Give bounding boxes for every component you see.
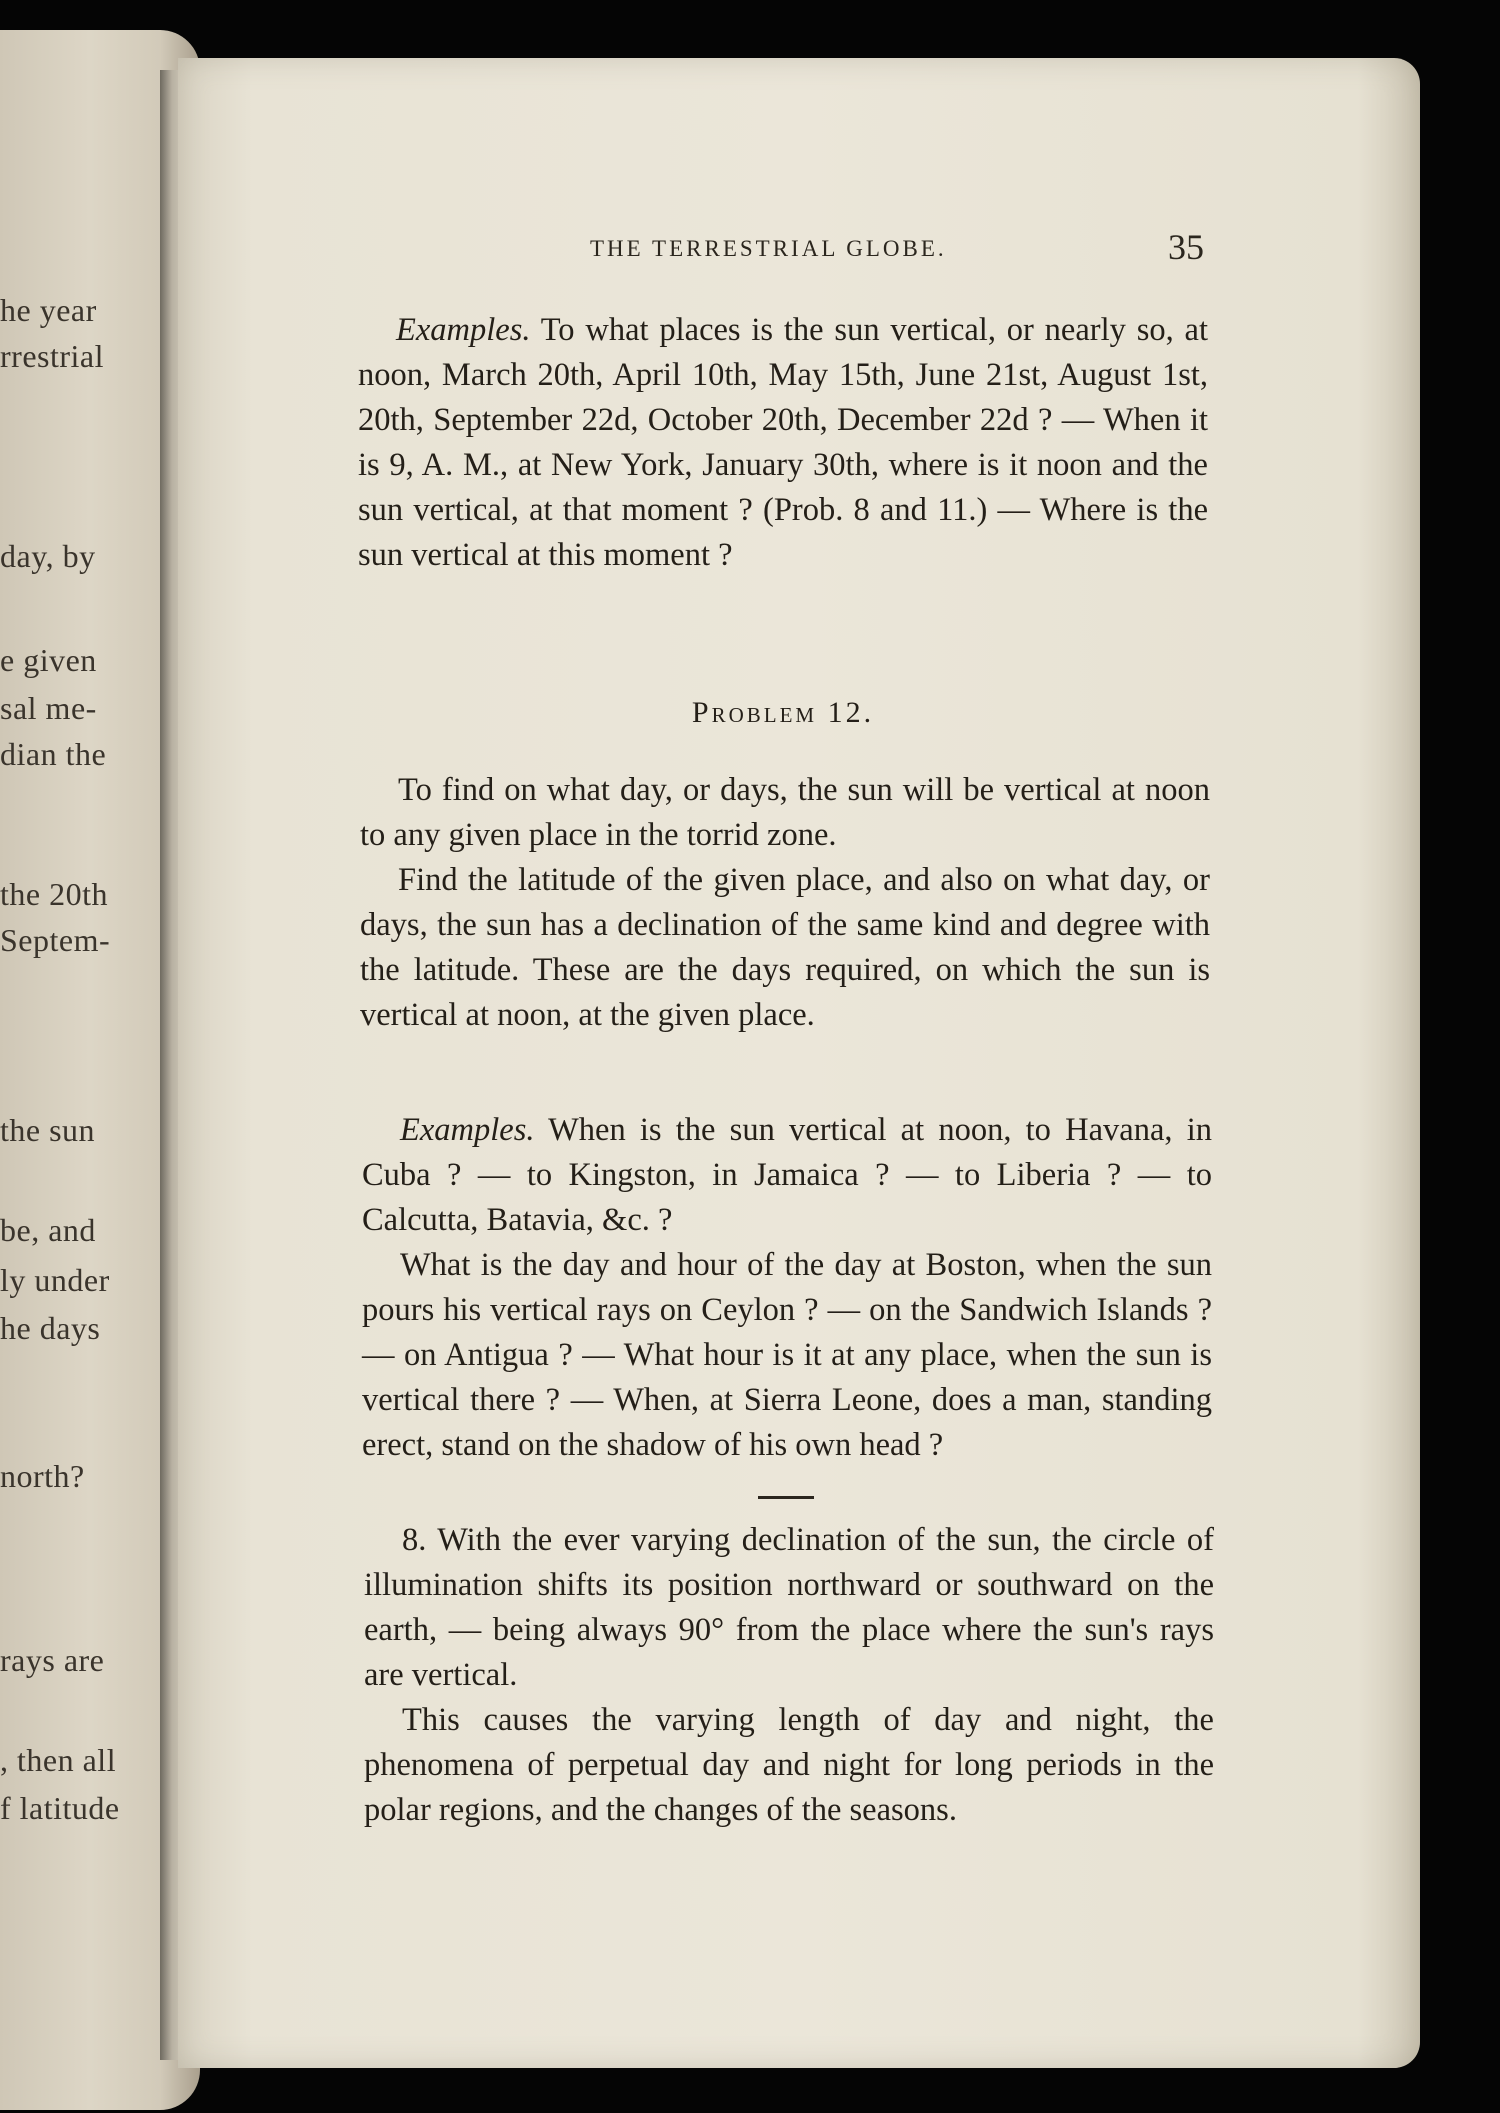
book-page (178, 58, 1420, 2068)
examples-block-1 (358, 308, 1208, 578)
previous-page-line: day, by (0, 538, 96, 574)
previous-page-line: Septem- (0, 922, 111, 958)
examples-paragraph (362, 1108, 1212, 1243)
previous-page-line: e given (0, 642, 97, 678)
problem-heading-block (358, 696, 1208, 730)
examples-questions: What is the day and hour of the day at Boston, when the sun pours his vertical rays on Ceylon ? — on the Sandwich Islands ? — on Antigua ? — What hour is it at any place, when the sun is vertical there ? — When, at Sierra Leone, does a man, standing erect, stand on the shadow of his own head ? (362, 1247, 1212, 1463)
previous-page-line: the sun (0, 1112, 96, 1148)
previous-page-line: rrestrial (0, 338, 104, 374)
previous-page-line: the 20th (0, 876, 108, 912)
section-8-block (364, 1518, 1214, 1833)
problem-block (360, 768, 1210, 1038)
problem-solution: Find the latitude of the given place, and also on what day, or days, the sun has a declination of the same kind and degree with the latitude. These are the days required, on which the sun is vertical at noon, at the given place. (360, 862, 1210, 1033)
examples-lead: Examples. (396, 312, 531, 348)
previous-page-line: , then all (0, 1742, 117, 1778)
section-8-paragraph: 8. With the ever varying declination of the sun, the circle of illumination shifts its position northward or southward on the earth, — being always 90° from the place where the sun's rays are vertical. (364, 1522, 1214, 1693)
examples-block-2 (362, 1108, 1212, 1468)
problem-statement: To find on what day, or days, the sun will be vertical at noon to any given place in the torrid zone. (360, 772, 1210, 853)
running-head: THE TERRESTRIAL GLOBE. (590, 236, 947, 261)
previous-page-line: ly under (0, 1262, 110, 1298)
examples-text: To what places is the sun vertical, or nearly so, at noon, March 20th, April 10th, May 15th, June 21st, August 1st, 20th, September 22d, October 20th, December 22d ? — When it is 9, A. M., at New York, January 30th, where is it noon and the sun vertical, at that moment ? (Prob. 8 and 11.) — Where is the sun vertical at this moment ? (358, 312, 1208, 573)
examples-paragraph (358, 308, 1208, 578)
previous-page-line: rays are (0, 1642, 105, 1678)
previous-page-line: be, and (0, 1212, 96, 1248)
examples-text: When is the sun vertical at noon, to Havana, in Cuba ? — to Kingston, in Jamaica ? — to Liberia ? — to Calcutta, Batavia, &c. ? (362, 1112, 1212, 1238)
problem-heading: Problem 12. (691, 696, 875, 729)
section-8-continuation: This causes the varying length of day and night, the phenomena of perpetual day and night for long periods in the polar regions, and the changes of the seasons. (364, 1702, 1214, 1828)
page-number: 35 (1168, 227, 1204, 267)
previous-page-line: dian the (0, 736, 107, 772)
previous-page-line: f latitude (0, 1790, 120, 1826)
section-divider (758, 1496, 814, 1499)
previous-page-line: he days (0, 1310, 101, 1346)
examples-lead: Examples. (400, 1112, 535, 1148)
previous-page-line: north? (0, 1458, 85, 1494)
previous-page-line: sal me- (0, 690, 97, 726)
previous-page-line: he year (0, 292, 97, 328)
